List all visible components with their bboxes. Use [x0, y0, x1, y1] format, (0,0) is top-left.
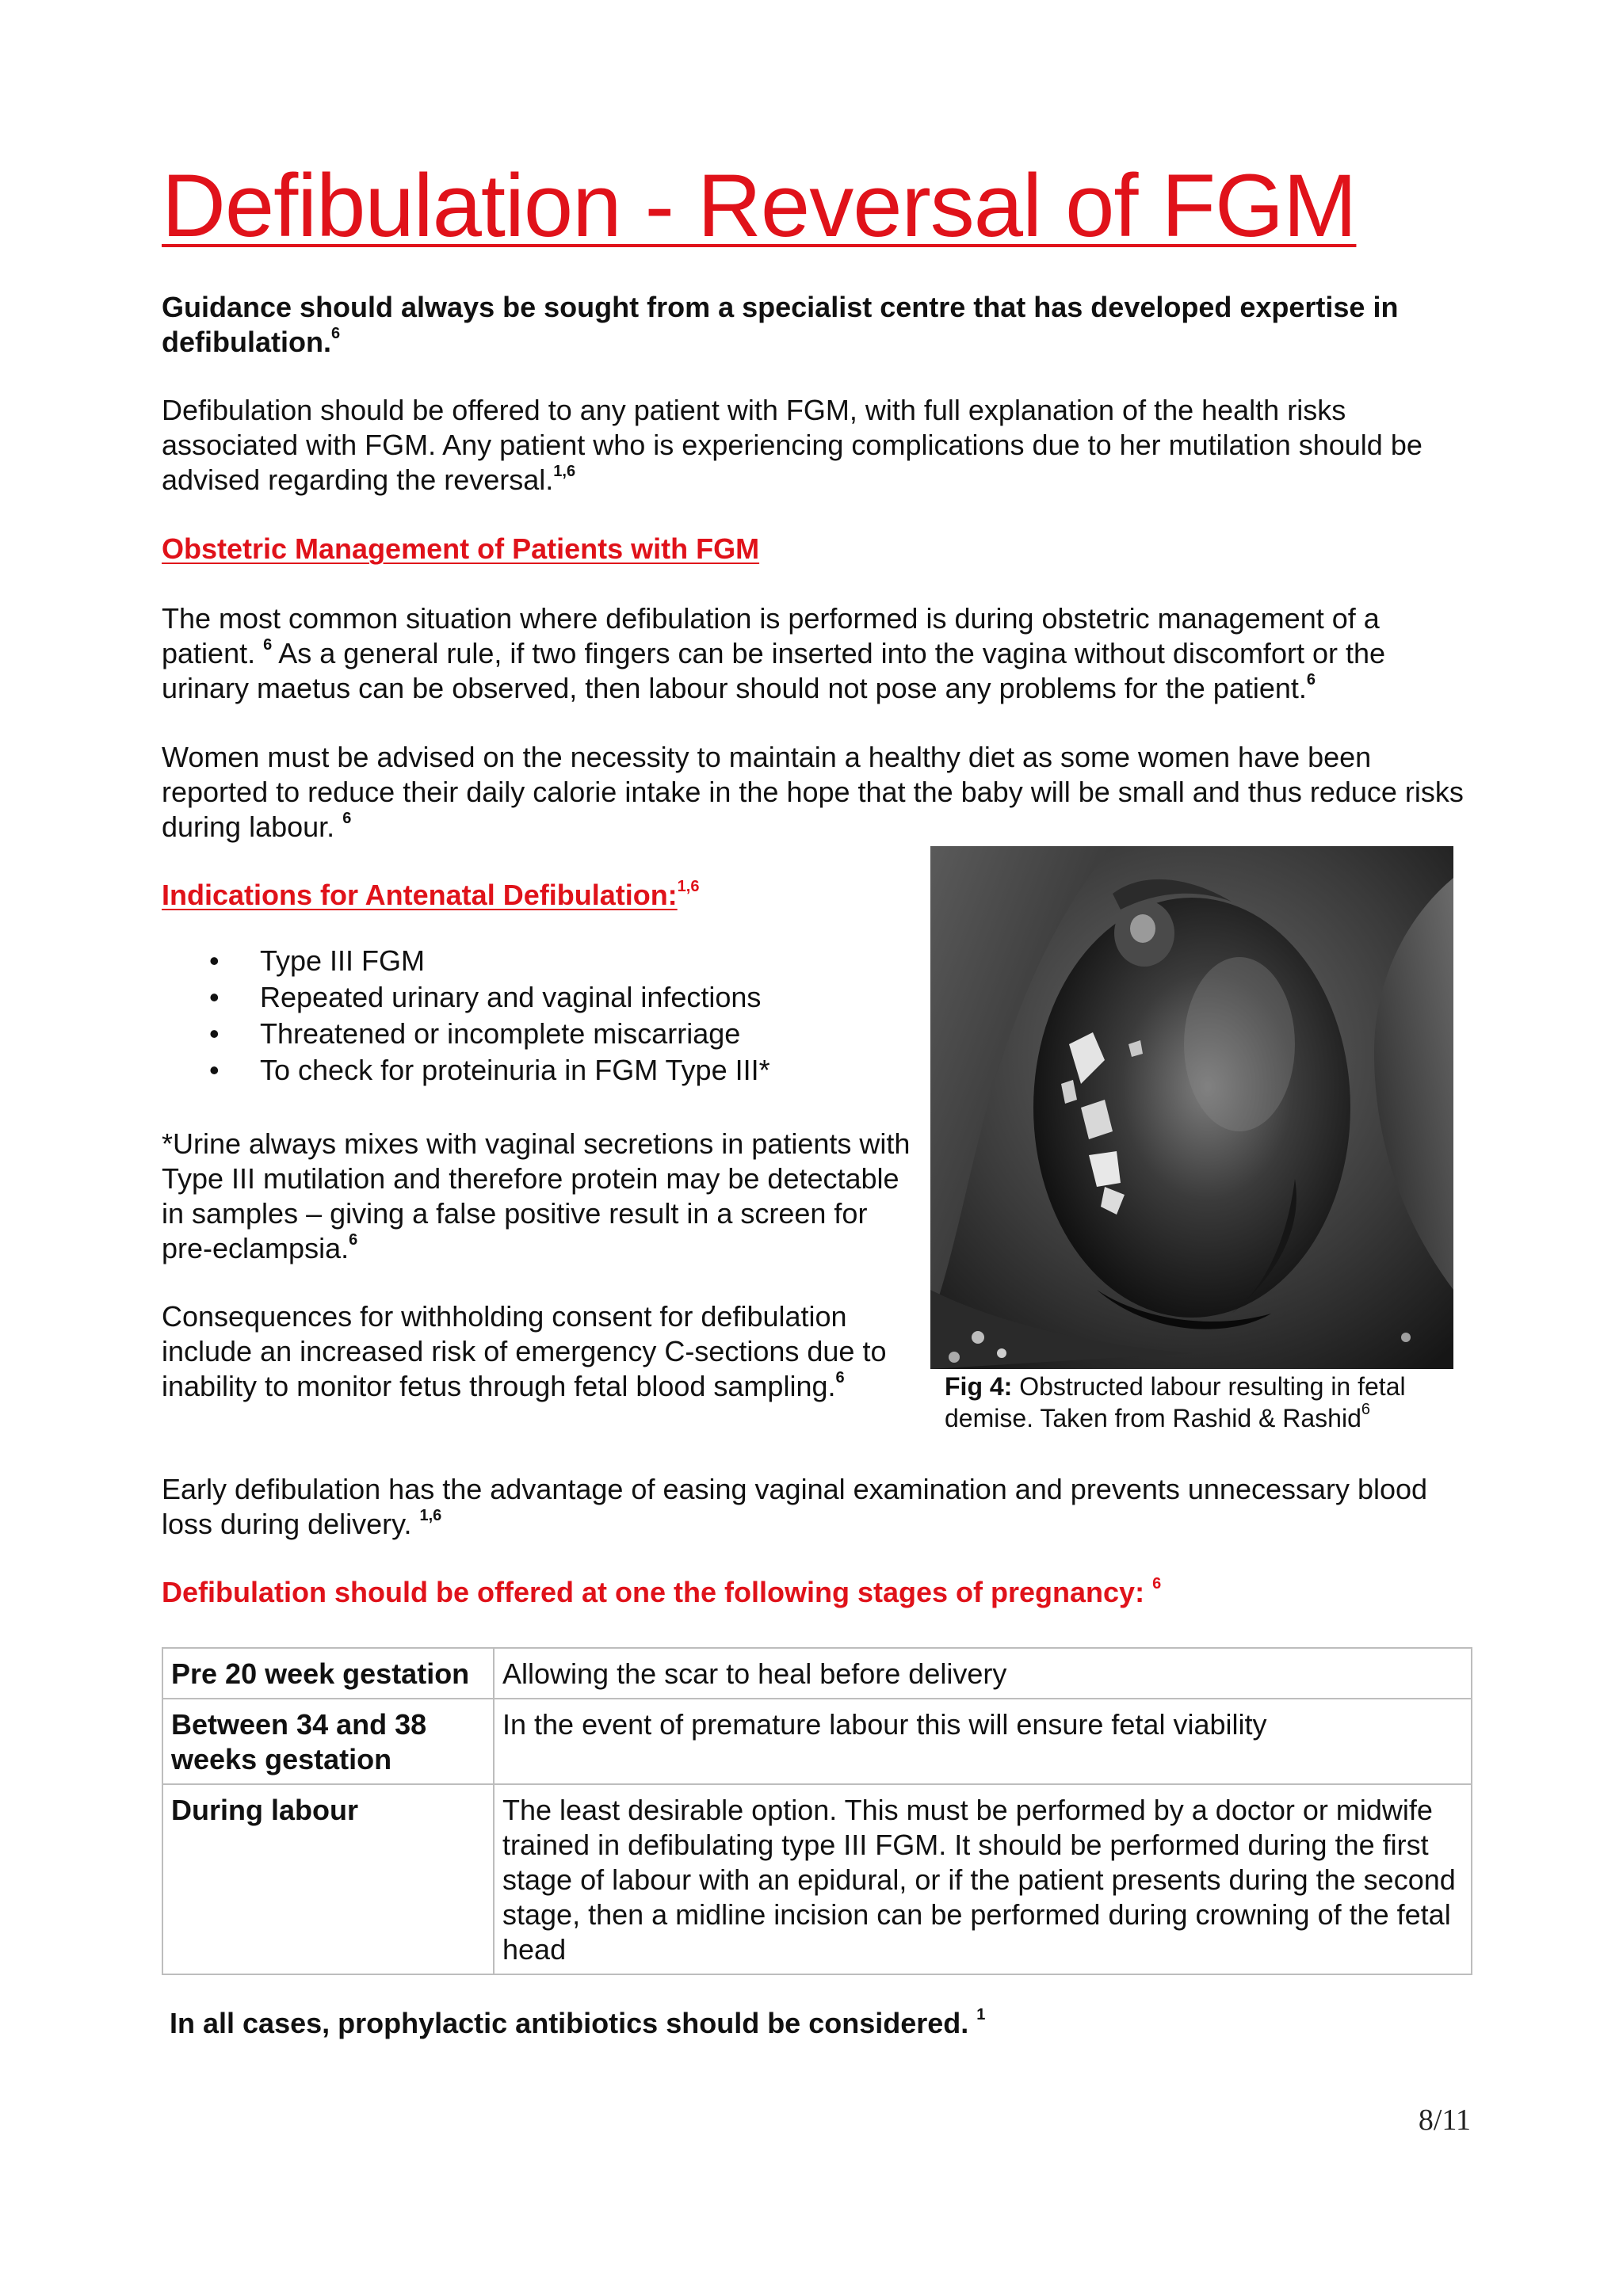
guidance-paragraph [162, 290, 1477, 360]
detail-cell: The least desirable option. This must be performed by a doctor or midwife trained in defibulating type III FGM. It should be performed during the first stage of labour with an epidural, or if the patient presents during the second stage, then a midline incision can be performed during crowning of the fetal head [494, 1784, 1472, 1974]
indications-heading-text: Indications for Antenatal Defibulation: [162, 879, 678, 911]
figure-label: Fig 4: [945, 1372, 1013, 1401]
list-item: • Type III FGM [162, 943, 922, 979]
early-text: Early defibulation has the advantage of easing vaginal examination and prevents unnecessary blood loss during delivery. [162, 1473, 1428, 1540]
list-item: • Threatened or incomplete miscarriage [162, 1016, 922, 1052]
reference-superscript: 6 [1152, 1575, 1162, 1592]
intro-paragraph [162, 393, 1477, 498]
obstetric-heading: Obstetric Management of Patients with FGM [162, 532, 760, 565]
figure-caption-text: Obstructed labour resulting in fetal demise. Taken from Rashid & Rashid [945, 1372, 1406, 1432]
consequences-paragraph [162, 1299, 922, 1404]
urine-note-paragraph [162, 1127, 922, 1266]
closing-text: In all cases, prophylactic antibiotics should be considered. [170, 2007, 969, 2039]
diet-paragraph [162, 740, 1477, 845]
reference-superscript: 6 [835, 1369, 845, 1386]
indications-heading [162, 878, 699, 913]
reference-superscript: 1,6 [553, 463, 576, 480]
list-item: • Repeated urinary and vaginal infections [162, 979, 922, 1016]
figure-photo [930, 846, 1453, 1369]
table-row [162, 1648, 1472, 1699]
page-number: 8/11 [1418, 2103, 1471, 2137]
list-item: • To check for proteinuria in FGM Type III* [162, 1052, 922, 1089]
consequences-text: Consequences for withholding consent for defibulation include an increased risk of emergency C-sections due to inability to monitor fetus through fetal blood sampling. [162, 1300, 887, 1402]
stages-heading-text: Defibulation should be offered at one the following stages of pregnancy: [162, 1576, 1145, 1608]
reference-superscript: 6 [263, 636, 273, 654]
closing-statement [170, 2006, 985, 2041]
bullet-icon: • [209, 1017, 220, 1050]
bullet-icon: • [209, 981, 220, 1013]
reference-superscript: 1,6 [677, 878, 700, 895]
stage-cell: Pre 20 week gestation [162, 1648, 494, 1699]
reference-superscript: 6 [1306, 671, 1316, 688]
figure-caption [945, 1371, 1499, 1434]
obstetric-text-b: As a general rule, if two fingers can be inserted into the vagina without discomfort or the urinary maetus can be observed, then labour should not pose any problems for the patient. [162, 637, 1386, 704]
reference-superscript: 1 [976, 2006, 986, 2023]
early-defibulation-paragraph [162, 1472, 1477, 1542]
reference-superscript: 1,6 [419, 1507, 442, 1524]
page-title: Defibulation - Reversal of FGM [162, 156, 1357, 255]
stages-heading [162, 1575, 1161, 1610]
reference-superscript: 6 [342, 810, 352, 827]
intro-text: Defibulation should be offered to any patient with FGM, with full explanation of the health risks associated with FGM. Any patient who is experiencing complications due to her mutilation should be advised regarding the reversal. [162, 394, 1423, 496]
bullet-icon: • [209, 1054, 220, 1086]
obstructed-labour-photo [930, 846, 1453, 1369]
obstetric-text-a: The most common situation where defibulation is performed is during obstetric management of a patient. [162, 602, 1380, 669]
detail-cell: In the event of premature labour this will ensure fetal viability [494, 1699, 1472, 1784]
stages-table [162, 1647, 1472, 1975]
obstetric-paragraph [162, 601, 1477, 706]
reference-superscript: 6 [1361, 1401, 1370, 1419]
indications-list [162, 943, 922, 1089]
bullet-icon: • [209, 944, 220, 977]
stage-cell: During labour [162, 1784, 494, 1974]
guidance-text: Guidance should always be sought from a specialist centre that has developed expertise in defibulation. [162, 291, 1399, 358]
diet-text: Women must be advised on the necessity to maintain a healthy diet as some women have been reported to reduce their daily calorie intake in the hope that the baby will be small and thus reduce risks during labour. [162, 741, 1464, 843]
stage-cell: Between 34 and 38 weeks gestation [162, 1699, 494, 1784]
detail-cell: Allowing the scar to heal before delivery [494, 1648, 1472, 1699]
table-row [162, 1784, 1472, 1974]
reference-superscript: 6 [349, 1231, 358, 1249]
urine-note-text: *Urine always mixes with vaginal secretions in patients with Type III mutilation and therefore protein may be detectable in samples – giving a false positive result in a screen for pre-eclampsia. [162, 1127, 911, 1264]
reference-superscript: 6 [330, 325, 341, 342]
table-row [162, 1699, 1472, 1784]
